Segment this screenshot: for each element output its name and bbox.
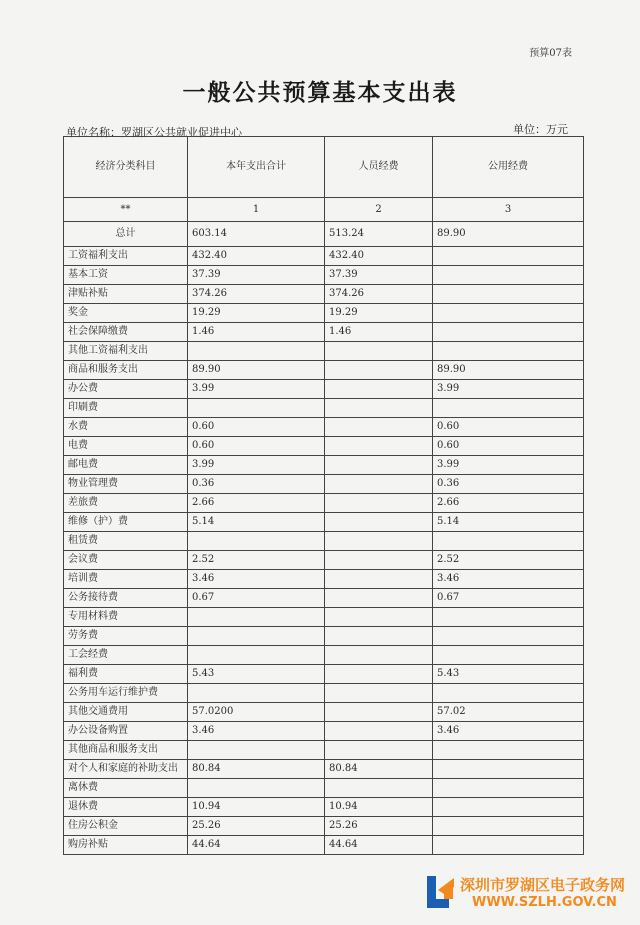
header-row xyxy=(64,137,584,198)
row-personnel: 44.64 xyxy=(325,836,433,855)
row-total xyxy=(188,684,325,703)
table-row xyxy=(64,722,584,741)
row-label: 电费 xyxy=(64,437,188,456)
index-cell: 1 xyxy=(188,198,325,222)
row-personnel xyxy=(325,551,433,570)
watermark-en: WWW.SZLH.GOV.CN xyxy=(472,895,617,910)
row-public xyxy=(433,532,584,551)
row-label: 印刷费 xyxy=(64,399,188,418)
row-total: 2.52 xyxy=(188,551,325,570)
header-public: 公用经费 xyxy=(433,137,584,198)
row-label: 会议费 xyxy=(64,551,188,570)
row-public xyxy=(433,817,584,836)
row-public: 89.90 xyxy=(433,361,584,380)
row-label: 水费 xyxy=(64,418,188,437)
table-row xyxy=(64,266,584,285)
row-personnel: 80.84 xyxy=(325,760,433,779)
row-total: 25.26 xyxy=(188,817,325,836)
row-total xyxy=(188,342,325,361)
row-label: 基本工资 xyxy=(64,266,188,285)
row-public xyxy=(433,779,584,798)
row-personnel xyxy=(325,646,433,665)
row-total xyxy=(188,627,325,646)
row-public: 0.67 xyxy=(433,589,584,608)
row-personnel xyxy=(325,570,433,589)
row-personnel xyxy=(325,437,433,456)
table-row xyxy=(64,247,584,266)
table-row xyxy=(64,380,584,399)
row-total: 3.99 xyxy=(188,456,325,475)
row-public: 3.99 xyxy=(433,456,584,475)
row-total: 0.60 xyxy=(188,418,325,437)
table-row xyxy=(64,779,584,798)
row-label: 其他工资福利支出 xyxy=(64,342,188,361)
row-label: 邮电费 xyxy=(64,456,188,475)
row-public: 0.36 xyxy=(433,475,584,494)
total-row xyxy=(64,222,584,247)
row-total: 89.90 xyxy=(188,361,325,380)
row-total: 3.99 xyxy=(188,380,325,399)
row-public xyxy=(433,247,584,266)
table-row xyxy=(64,323,584,342)
row-label: 其他商品和服务支出 xyxy=(64,741,188,760)
row-label: 工资福利支出 xyxy=(64,247,188,266)
page-title: 一般公共预算基本支出表 xyxy=(182,79,458,106)
watermark-logo xyxy=(424,870,634,916)
row-label: 其他交通费用 xyxy=(64,703,188,722)
row-total: 3.46 xyxy=(188,722,325,741)
szlh-logo-icon xyxy=(424,872,458,912)
row-public: 3.46 xyxy=(433,722,584,741)
row-label: 奖金 xyxy=(64,304,188,323)
unit-name: 单位名称：罗湖区公共就业促进中心 xyxy=(66,126,242,139)
row-public: 5.14 xyxy=(433,513,584,532)
row-public: 5.43 xyxy=(433,665,584,684)
row-public xyxy=(433,798,584,817)
row-total: 19.29 xyxy=(188,304,325,323)
row-total: 57.0200 xyxy=(188,703,325,722)
row-label: 商品和服务支出 xyxy=(64,361,188,380)
row-total: 0.60 xyxy=(188,437,325,456)
table-row xyxy=(64,627,584,646)
row-label: 差旅费 xyxy=(64,494,188,513)
table-row xyxy=(64,418,584,437)
row-personnel xyxy=(325,399,433,418)
row-label: 物业管理费 xyxy=(64,475,188,494)
row-label: 福利费 xyxy=(64,665,188,684)
row-public xyxy=(433,399,584,418)
row-label: 对个人和家庭的补助支出 xyxy=(64,760,188,779)
unit-of-measure: 单位：万元 xyxy=(513,123,568,136)
table-row xyxy=(64,570,584,589)
index-cell: 2 xyxy=(325,198,433,222)
row-personnel xyxy=(325,532,433,551)
row-label: 公务用车运行维护费 xyxy=(64,684,188,703)
row-public: 57.02 xyxy=(433,703,584,722)
row-personnel xyxy=(325,608,433,627)
row-total xyxy=(188,779,325,798)
row-public: 2.66 xyxy=(433,494,584,513)
row-public: 0.60 xyxy=(433,418,584,437)
row-public xyxy=(433,285,584,304)
row-personnel xyxy=(325,494,433,513)
header-total: 本年支出合计 xyxy=(188,137,325,198)
row-personnel: 37.39 xyxy=(325,266,433,285)
row-total: 80.84 xyxy=(188,760,325,779)
row-public xyxy=(433,266,584,285)
row-public xyxy=(433,608,584,627)
table-row xyxy=(64,646,584,665)
row-public: 3.99 xyxy=(433,380,584,399)
total-total: 603.14 xyxy=(188,222,325,247)
table-row xyxy=(64,342,584,361)
row-personnel xyxy=(325,684,433,703)
row-total: 432.40 xyxy=(188,247,325,266)
row-personnel xyxy=(325,475,433,494)
row-public: 0.60 xyxy=(433,437,584,456)
table-row xyxy=(64,703,584,722)
index-cell: ** xyxy=(64,198,188,222)
row-total: 2.66 xyxy=(188,494,325,513)
row-personnel xyxy=(325,779,433,798)
total-public: 89.90 xyxy=(433,222,584,247)
row-personnel xyxy=(325,418,433,437)
row-personnel xyxy=(325,665,433,684)
row-label: 办公设备购置 xyxy=(64,722,188,741)
table-row xyxy=(64,760,584,779)
table-row xyxy=(64,456,584,475)
row-personnel xyxy=(325,513,433,532)
row-public xyxy=(433,684,584,703)
watermark-cn: 深圳市罗湖区电子政务网 xyxy=(460,876,626,894)
row-label: 住房公积金 xyxy=(64,817,188,836)
row-total: 374.26 xyxy=(188,285,325,304)
row-total: 1.46 xyxy=(188,323,325,342)
table-row xyxy=(64,684,584,703)
table-row xyxy=(64,798,584,817)
table-row xyxy=(64,361,584,380)
row-total xyxy=(188,741,325,760)
table-row xyxy=(64,532,584,551)
row-label: 退休费 xyxy=(64,798,188,817)
row-label: 购房补贴 xyxy=(64,836,188,855)
row-label: 离休费 xyxy=(64,779,188,798)
row-total xyxy=(188,608,325,627)
table-row xyxy=(64,494,584,513)
row-total: 10.94 xyxy=(188,798,325,817)
header-personnel: 人员经费 xyxy=(325,137,433,198)
table-row xyxy=(64,741,584,760)
index-row xyxy=(64,198,584,222)
row-total: 44.64 xyxy=(188,836,325,855)
row-label: 劳务费 xyxy=(64,627,188,646)
row-total xyxy=(188,646,325,665)
row-public xyxy=(433,836,584,855)
table-row xyxy=(64,304,584,323)
row-label: 租赁费 xyxy=(64,532,188,551)
row-personnel: 10.94 xyxy=(325,798,433,817)
row-label: 维修（护）费 xyxy=(64,513,188,532)
row-personnel xyxy=(325,741,433,760)
table-row xyxy=(64,836,584,855)
row-total: 5.43 xyxy=(188,665,325,684)
index-cell: 3 xyxy=(433,198,584,222)
row-label: 社会保障缴费 xyxy=(64,323,188,342)
row-total: 3.46 xyxy=(188,570,325,589)
row-label: 办公费 xyxy=(64,380,188,399)
row-public: 3.46 xyxy=(433,570,584,589)
row-personnel xyxy=(325,456,433,475)
total-label: 总计 xyxy=(64,222,188,247)
table-row xyxy=(64,817,584,836)
row-public xyxy=(433,304,584,323)
row-total: 0.36 xyxy=(188,475,325,494)
row-public xyxy=(433,342,584,361)
table-row xyxy=(64,513,584,532)
row-label: 专用材料费 xyxy=(64,608,188,627)
row-total: 5.14 xyxy=(188,513,325,532)
row-label: 公务接待费 xyxy=(64,589,188,608)
row-personnel: 432.40 xyxy=(325,247,433,266)
row-public xyxy=(433,646,584,665)
table-row xyxy=(64,475,584,494)
row-personnel: 25.26 xyxy=(325,817,433,836)
row-personnel xyxy=(325,361,433,380)
row-total xyxy=(188,532,325,551)
row-personnel xyxy=(325,703,433,722)
row-personnel: 1.46 xyxy=(325,323,433,342)
header-category: 经济分类科目 xyxy=(64,137,188,198)
row-total: 0.67 xyxy=(188,589,325,608)
table-row xyxy=(64,589,584,608)
row-public xyxy=(433,741,584,760)
row-label: 培训费 xyxy=(64,570,188,589)
row-label: 津贴补贴 xyxy=(64,285,188,304)
form-code: 预算07表 xyxy=(529,48,572,59)
row-public: 2.52 xyxy=(433,551,584,570)
row-personnel: 374.26 xyxy=(325,285,433,304)
total-personnel: 513.24 xyxy=(325,222,433,247)
row-personnel: 19.29 xyxy=(325,304,433,323)
table-row xyxy=(64,285,584,304)
row-personnel xyxy=(325,722,433,741)
table-row xyxy=(64,551,584,570)
row-personnel xyxy=(325,589,433,608)
row-label: 工会经费 xyxy=(64,646,188,665)
row-public xyxy=(433,760,584,779)
budget-table xyxy=(63,136,584,855)
table-row xyxy=(64,399,584,418)
row-personnel xyxy=(325,342,433,361)
row-personnel xyxy=(325,380,433,399)
row-personnel xyxy=(325,627,433,646)
row-public xyxy=(433,323,584,342)
row-total xyxy=(188,399,325,418)
row-public xyxy=(433,627,584,646)
table-row xyxy=(64,437,584,456)
table-row xyxy=(64,608,584,627)
table-row xyxy=(64,665,584,684)
row-total: 37.39 xyxy=(188,266,325,285)
